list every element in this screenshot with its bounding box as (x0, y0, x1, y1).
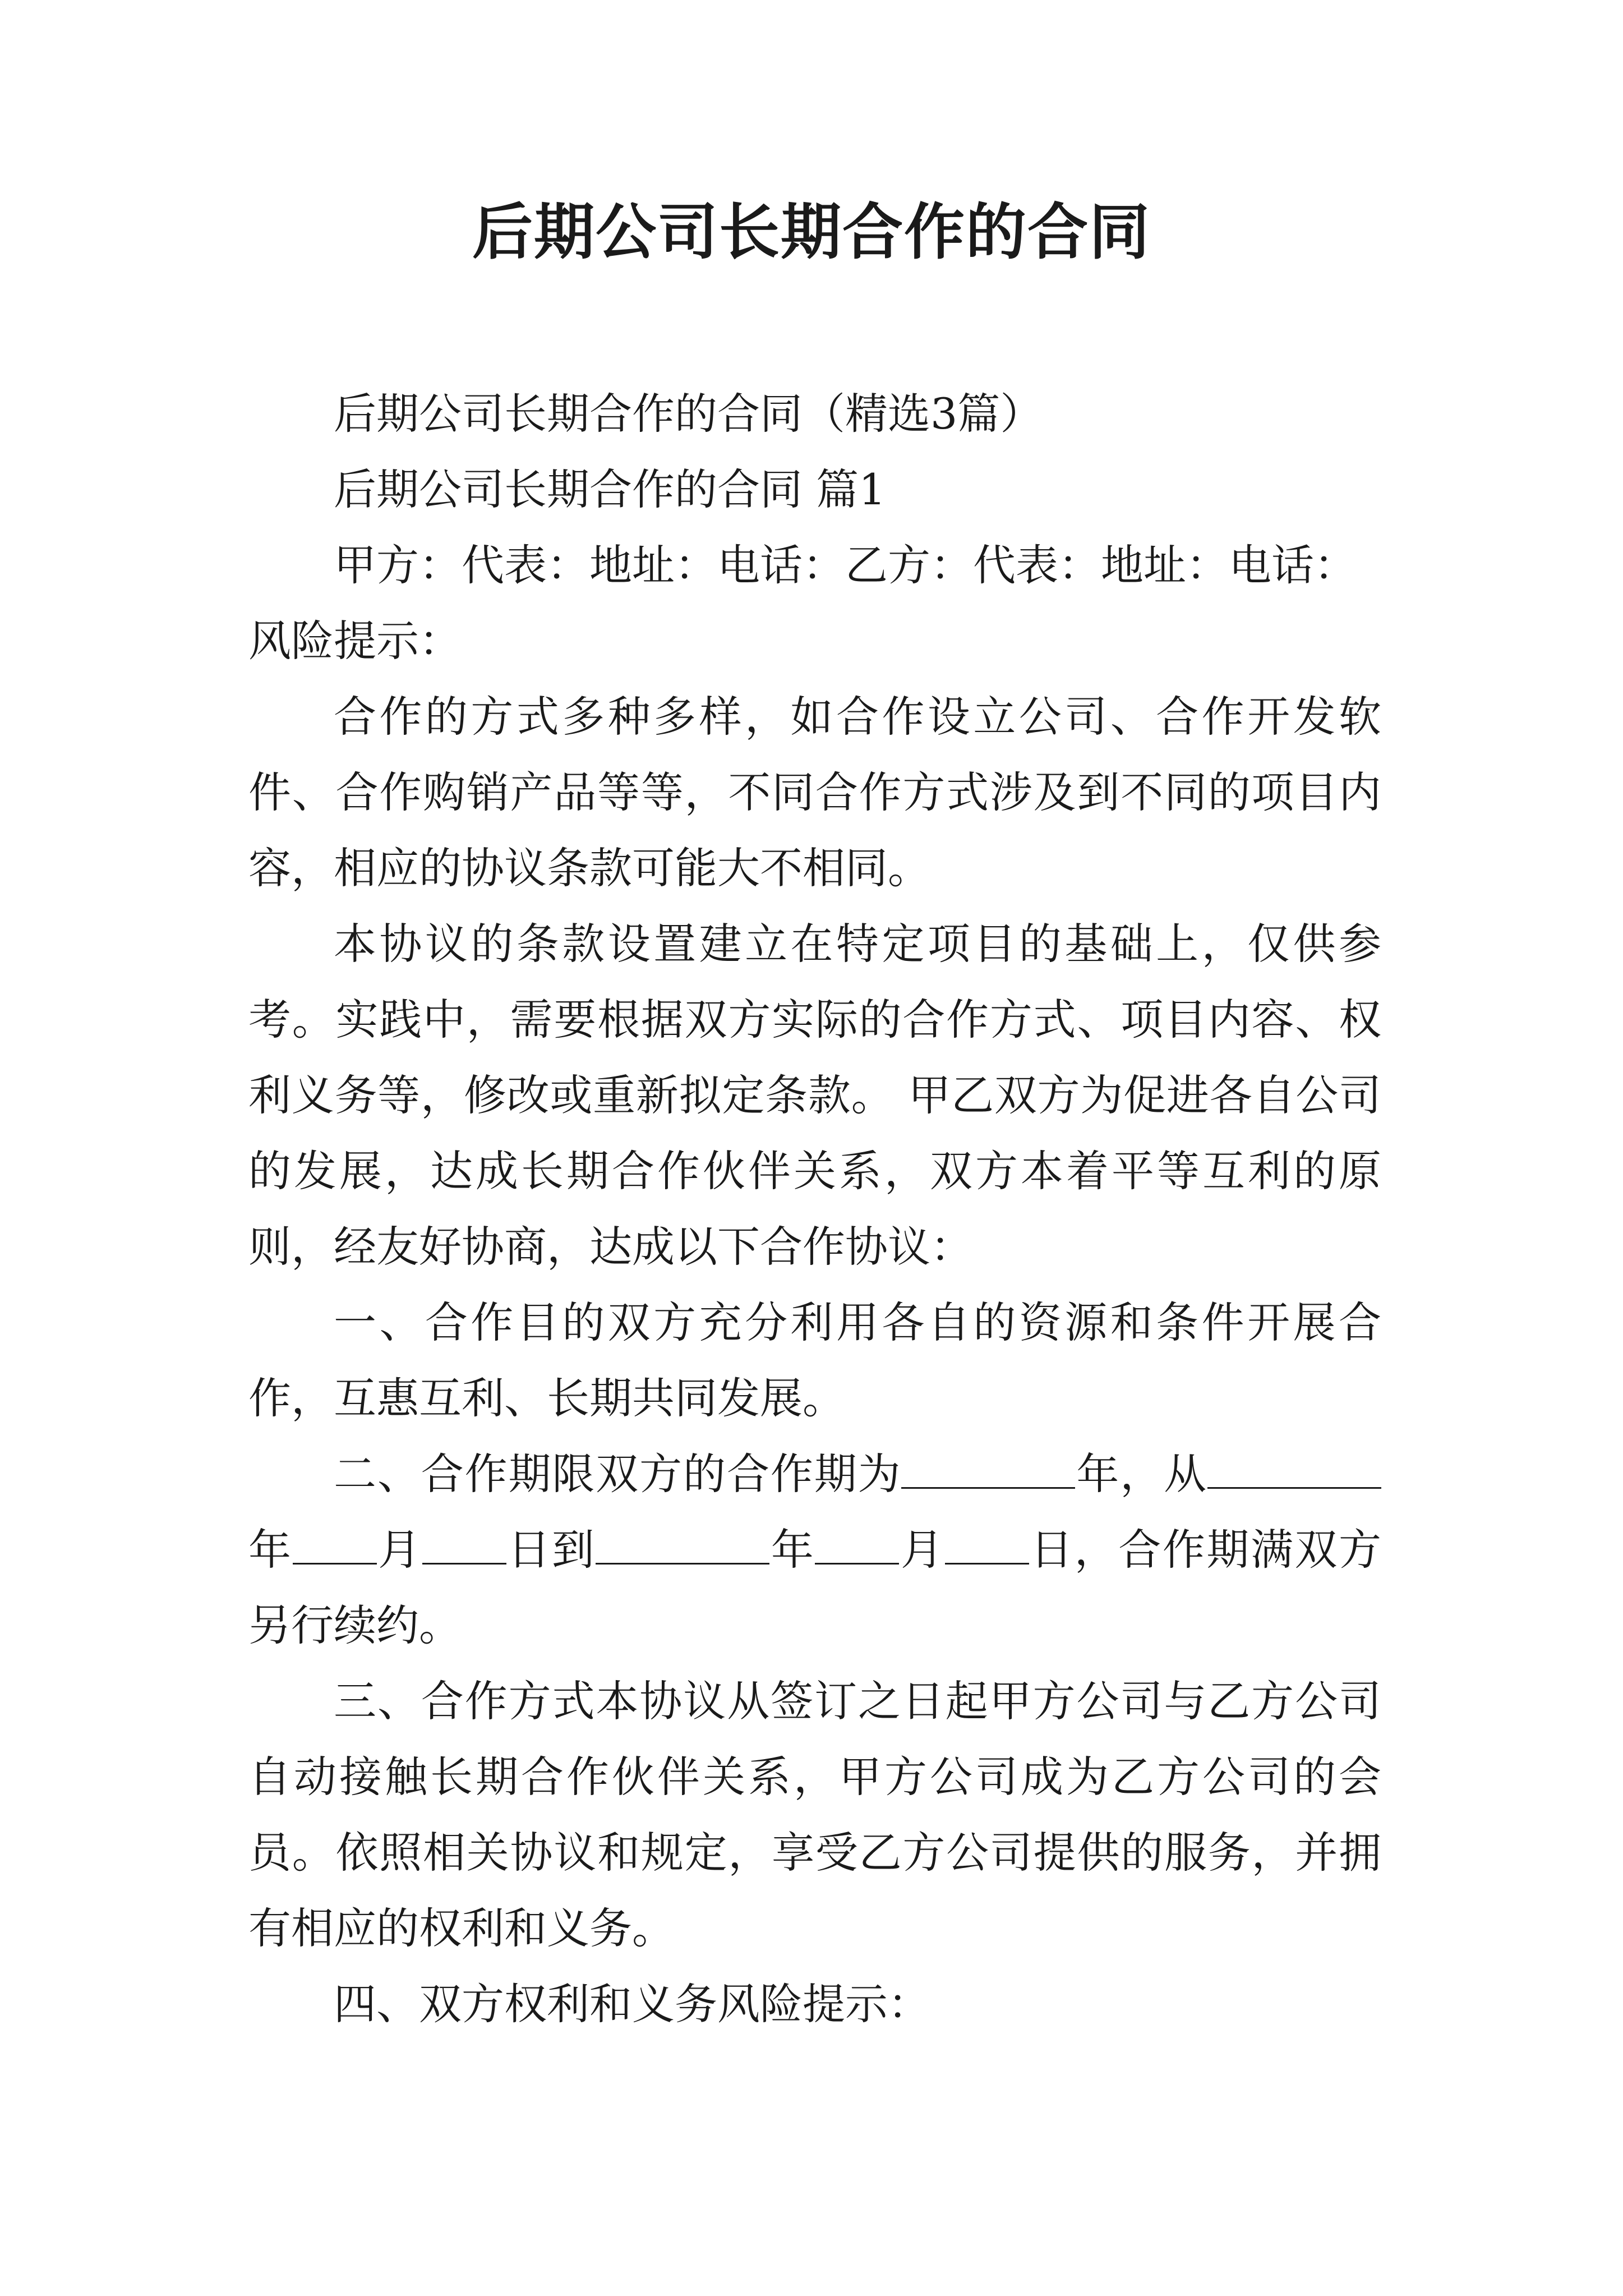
clause-2-end-month-label: 月 (899, 1525, 945, 1575)
clause-2-month-label: 月 (376, 1525, 422, 1575)
document-title: 后期公司长期合作的合同 (472, 197, 1151, 268)
paragraph-reference-note: 本协议的条款设置建立在特定项目的基础上，仅供参考。实践中，需要根据双方实际的合作方式、项目内容、权利义务等，修改或重新拟定条款。 甲乙双方为促进各自公司的发展，达成长期合作伙伴关系，双方本着平等互利的原则，经友好协商，达成以下合作协议： (248, 919, 1381, 1272)
paragraph-cooperation-modes: 合作的方式多种多样，如合作设立公司、合作开发软件、合作购销产品等等，不同合作方式涉及到不同的项目内容，相应的协议条款可能大不相同。 (248, 692, 1381, 893)
end-month-blank (815, 1528, 899, 1565)
end-year-blank (596, 1528, 769, 1565)
start-day-blank (422, 1528, 506, 1565)
clause-3-method: 三、合作方式本协议从签订之日起甲方公司与乙方公司自动接触长期合作伙伴关系，甲方公司成为乙方公司的会员。依照相关协议和规定，享受乙方公司提供的服务，并拥有相应的权利和义务。 (248, 1676, 1381, 1953)
document-body (248, 376, 1381, 2042)
start-year-blank (1207, 1452, 1381, 1489)
clause-2-suffix: 日，合作期满双方另行续约。 (248, 1525, 1382, 1650)
clause-2-day-to: 日到 (506, 1525, 596, 1575)
document-subtitle: 后期公司长期合作的合同（精选3篇） (334, 389, 1043, 439)
clause-2-end-year-label: 年 (769, 1525, 815, 1575)
clause-2-prefix: 二、合作期限双方的合作期为 (334, 1449, 902, 1499)
parties-line: 甲方：代表：地址：电话：乙方：代表：地址：电话： (334, 540, 1357, 590)
clause-2-year-from: 年，从 (1075, 1449, 1208, 1499)
start-month-blank (293, 1528, 377, 1565)
clause-2-term (248, 1436, 1381, 1663)
clause-2-year-label: 年 (248, 1525, 293, 1575)
section-heading: 后期公司长期合作的合同 篇1 (334, 464, 886, 514)
end-day-blank (945, 1528, 1029, 1565)
risk-label: 风险提示： (248, 616, 462, 666)
term-years-blank (901, 1452, 1075, 1489)
clause-1-purpose: 一、合作目的双方充分利用各自的资源和条件开展合作，互惠互利、长期共同发展。 (248, 1297, 1381, 1423)
clause-4-heading: 四、双方权利和义务风险提示： (334, 1979, 930, 2029)
